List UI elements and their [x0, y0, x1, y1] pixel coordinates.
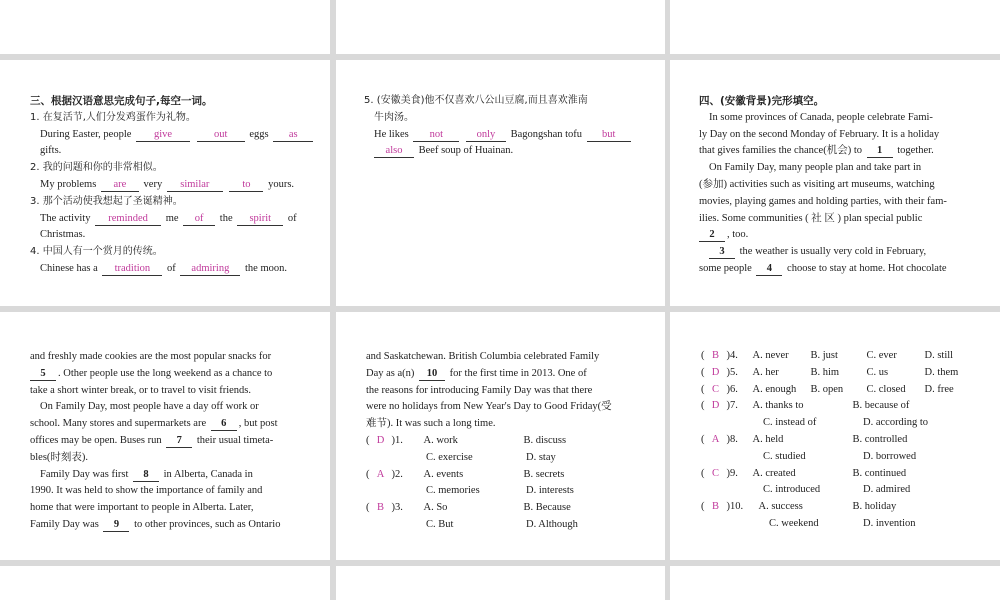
- q4-chinese: 4. 中国人有一个赏月的传统。: [30, 246, 163, 258]
- answer-blank: spirit: [237, 212, 283, 226]
- passage-line: In some provinces of Canada, people celebrate Fami-: [709, 111, 933, 123]
- answer-blank: admiring: [180, 262, 240, 276]
- answer-letter: C: [711, 467, 719, 479]
- passage-line: school. Many stores and supermarkets are 6 , but post: [30, 418, 278, 430]
- answer-letter: B: [376, 502, 384, 514]
- answer-blank: as: [273, 128, 313, 142]
- passage-line: ilies. Some communities ( 社 区 ) plan special public: [699, 212, 923, 224]
- passage-line: the reasons for introducing Family Day was that there: [366, 384, 593, 396]
- passage-line: bles(时刻表).: [30, 451, 89, 463]
- passage-line: some people 4 choose to stay at home. Hot chocolate: [699, 262, 947, 274]
- passage-line: On Family Day, many people plan and take part in: [709, 162, 922, 174]
- bottom-panel-right: [670, 566, 1000, 600]
- passage-line: home that were important to people in Alberta. Later,: [30, 502, 254, 514]
- panel-translation: [0, 60, 330, 306]
- q4-english: Chinese has a tradition of admiring the moon.: [40, 262, 287, 274]
- blank-number: 8: [133, 468, 159, 482]
- panel-cloze-part3: [336, 312, 665, 560]
- cloze-title: 四、(安徽背景)完形填空。: [699, 95, 825, 107]
- q3-english-end: Christmas.: [40, 229, 86, 241]
- passage-line: 5 . Other people use the long weekend as a chance to: [30, 366, 316, 383]
- answer-letter: D: [376, 434, 385, 446]
- answer-letter: B: [711, 350, 719, 361]
- blank-number: 2: [699, 228, 725, 242]
- passage-line: 难节). It was such a long time.: [366, 418, 496, 430]
- q5-chinese-end: 牛肉汤。: [374, 111, 414, 123]
- passage-line: (参加) activities such as visiting art museums, watching: [699, 178, 935, 190]
- passage-line: 2 , too.: [699, 227, 980, 244]
- answer-blank: not: [413, 128, 459, 142]
- answer-letter: A: [376, 468, 385, 480]
- q1-english: During Easter, people give out eggs as: [30, 127, 316, 144]
- answer-blank: similar: [167, 178, 223, 192]
- q5-english-end: also Beef soup of Huainan.: [364, 143, 653, 160]
- option-row-7b: C. instead of D. according to: [763, 417, 929, 429]
- option-row-6: ( C )6. A. enough B. open C. closed D. free: [701, 382, 990, 399]
- panel-cloze-part2: [0, 312, 330, 560]
- answer-blank: to: [229, 178, 263, 192]
- top-panel-middle: [336, 0, 665, 54]
- option-row-5: ( D )5. A. her B. him C. us D. them: [701, 365, 990, 382]
- blank-number: 4: [756, 262, 782, 276]
- q5-english: He likes not only Bagongshan tofu but: [364, 127, 653, 144]
- blank-number: 1: [867, 144, 893, 158]
- panel-options: [670, 312, 1000, 560]
- blank-number: 3: [709, 245, 735, 259]
- passage-line: 3 the weather is usually very cold in February,: [699, 244, 980, 261]
- answer-blank: give: [136, 128, 190, 142]
- q3-english: The activity reminded me of the spirit of: [40, 212, 297, 224]
- bottom-panel-middle: [336, 566, 665, 600]
- passage-line: were no holidays from New Year's Day to Good Friday(受: [366, 401, 612, 413]
- passage-line: and freshly made cookies are the most popular snacks for: [30, 351, 272, 362]
- q2-english: My problems are very similar to yours.: [40, 178, 295, 190]
- answer-letter: A: [711, 433, 720, 445]
- option-row-9: ( C )9. A. created B. continued: [701, 466, 990, 483]
- option-row-7: ( D )7. A. thanks to B. because of: [701, 398, 990, 415]
- answer-blank: but: [587, 128, 631, 142]
- passage-line: 1990. It was held to show the importance of family and: [30, 485, 263, 497]
- answer-blank: also: [374, 144, 414, 158]
- top-panel-left: [0, 0, 330, 54]
- passage-line: that gives families the chance(机会) to 1 together.: [699, 145, 934, 157]
- option-row-10b: C. weekend D. invention: [769, 517, 916, 529]
- answer-blank: of: [183, 212, 215, 226]
- panel-cloze-part1: [670, 60, 1000, 306]
- option-row-9b: C. introduced D. admired: [763, 484, 911, 496]
- option-row-8b: C. studied D. borrowed: [763, 450, 917, 462]
- option-row-2: ( A )2. A. events B. secrets: [366, 467, 653, 484]
- option-row-4: ( B )4. A. never B. just C. ever D. still: [701, 348, 990, 365]
- passage-line: and Saskatchewan. British Columbia celebrated Family: [366, 351, 600, 362]
- option-row-1: ( D )1. A. work B. discuss: [366, 433, 653, 450]
- option-row-1b: C. exercise D. stay: [426, 451, 556, 463]
- option-row-3b: C. But D. Although: [426, 518, 578, 530]
- answer-letter: C: [711, 383, 719, 395]
- blank-number: 10: [419, 367, 445, 381]
- passage-line: ly Day on the second Monday of February. It is a holiday: [699, 128, 940, 140]
- passage-line: take a short winter break, or to travel to visit friends.: [30, 384, 252, 396]
- answer-letter: D: [711, 366, 720, 378]
- option-row-3: ( B )3. A. So B. Because: [366, 500, 653, 517]
- blank-number: 9: [103, 518, 129, 532]
- passage-line: movies, playing games and holding parties, with their fam-: [699, 195, 947, 207]
- q2-chinese: 2. 我的问题和你的非常相似。: [30, 162, 163, 174]
- q3-chinese: 3. 那个活动使我想起了圣诞精神。: [30, 195, 183, 207]
- section-title: 三、根据汉语意思完成句子,每空一词。: [30, 95, 213, 107]
- q5-chinese: 5. (安徽美食)他不仅喜欢八公山豆腐,而且喜欢淮南: [364, 95, 588, 106]
- answer-letter: B: [711, 501, 719, 513]
- answer-blank: only: [466, 128, 506, 142]
- passage-line: On Family Day, most people have a day off work or: [40, 401, 259, 413]
- option-row-8: ( A )8. A. held B. controlled: [701, 432, 990, 449]
- answer-blank: are: [101, 178, 139, 192]
- blank-number: 7: [166, 434, 192, 448]
- passage-line: Day as a(n) 10 for the first time in 2013. One of: [366, 367, 587, 379]
- passage-line: offices may be open. Buses run 7 their usual timeta-: [30, 434, 274, 446]
- option-row-2b: C. memories D. interests: [426, 485, 574, 497]
- blank-number: 5: [30, 367, 56, 381]
- panel-question-5: [336, 60, 665, 306]
- answer-blank: out: [197, 128, 245, 142]
- answer-blank: reminded: [95, 212, 161, 226]
- blank-number: 6: [211, 417, 237, 431]
- top-panel-right: [670, 0, 1000, 54]
- bottom-panel-left: [0, 566, 330, 600]
- answer-blank: tradition: [102, 262, 162, 276]
- passage-line: Family Day was 9 to other provinces, such as Ontario: [30, 518, 281, 530]
- q1-english-end: gifts.: [40, 145, 62, 157]
- answer-letter: D: [711, 400, 720, 412]
- passage-line: Family Day was first 8 in Alberta, Canada in: [40, 468, 253, 480]
- option-row-10: ( B )10. A. success B. holiday: [701, 499, 990, 516]
- q1-chinese: 1. 在复活节,人们分发鸡蛋作为礼物。: [30, 111, 196, 123]
